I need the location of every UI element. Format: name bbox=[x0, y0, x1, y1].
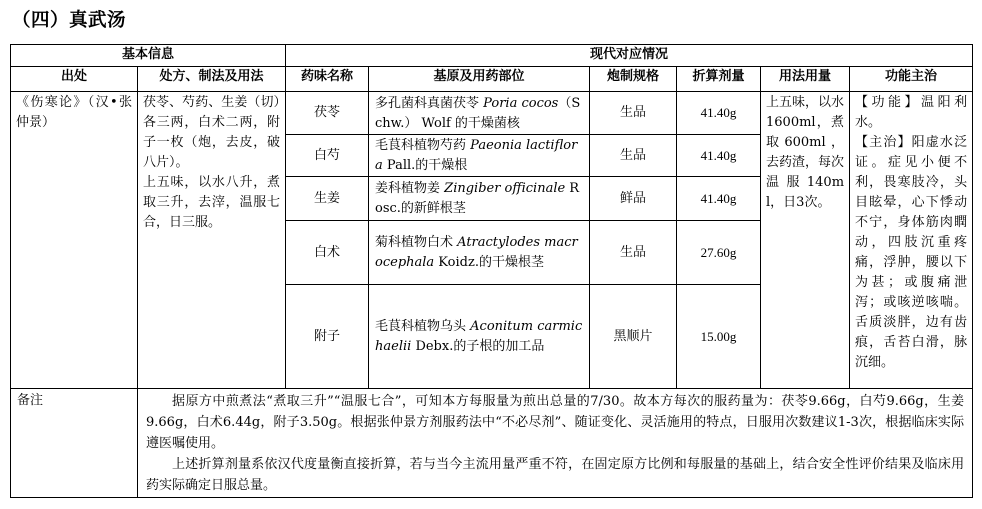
note-paragraph: 据原方中煎煮法“煮取三升”“温服七合”，可知本方每服量为煎出总量的7/30。故本方每次的服药量为：茯苓9.66g，白芍9.66g，生姜9.66g，白术6.44g，附子3.50g。根据张仲景方剂服药法中“不必尽剂”、随证变化、灵活施用的特点，日服用次数建议1-3次，根据临床实际遵医嘱使用。 bbox=[146, 394, 965, 451]
function-text: 【功能】温阳利水。 bbox=[855, 95, 968, 130]
herb-origin: 菊科植物白术 Atractylodes macrocephala Koidz.的干燥根茎 bbox=[369, 221, 590, 285]
herb-processing: 黑顺片 bbox=[590, 285, 677, 389]
indication-text: 【主治】阳虚水泛证。症见小便不利，畏寒肢冷，头目眩晕，心下悸动不宁，身体筋肉瞤动，四肢沉重疼痛，浮肿，腰以下为甚；或腹痛泄泻；或咳逆咳喘。舌质淡胖，边有齿痕，舌苔白滑，脉沉细。 bbox=[855, 135, 968, 370]
section-heading: （四）真武汤 bbox=[12, 10, 127, 31]
herb-processing: 生品 bbox=[590, 92, 677, 135]
note-row bbox=[11, 389, 973, 498]
latin-name: Poria cocos bbox=[483, 95, 559, 111]
herb-dose: 41.40g bbox=[677, 135, 761, 177]
col-header-function: 功能主治 bbox=[850, 67, 973, 92]
herb-name: 生姜 bbox=[286, 177, 369, 221]
latin-name: Zingiber officinale bbox=[444, 181, 566, 196]
function-cell bbox=[850, 92, 973, 389]
herb-name: 白芍 bbox=[286, 135, 369, 177]
col-header-prescription: 处方、制法及用法 bbox=[138, 67, 286, 92]
herb-dose: 41.40g bbox=[677, 177, 761, 221]
col-header-origin: 基原及用药部位 bbox=[369, 67, 590, 92]
latin-name: Aconitum carmichaelii bbox=[375, 319, 583, 354]
latin-name: Atractylodes macrocephala bbox=[375, 235, 578, 270]
herb-processing: 生品 bbox=[590, 135, 677, 177]
herb-dose: 41.40g bbox=[677, 92, 761, 135]
herb-origin: 多孔菌科真菌茯苓 Poria cocos（Schw.） Wolf 的干燥菌核 bbox=[369, 92, 590, 135]
formula-table bbox=[10, 44, 973, 498]
herb-dose: 15.00g bbox=[677, 285, 761, 389]
col-header-dose: 折算剂量 bbox=[677, 67, 761, 92]
prescription-text: 茯苓、芍药、生姜（切）各三两，白术二两，附子一枚（炮，去皮，破八片）。 bbox=[143, 95, 281, 170]
usage-cell: 上五味，以水1600ml，煮取600ml，去药渣，每次温服140ml，日3次。 bbox=[761, 92, 850, 389]
herb-origin: 毛茛科植物芍药 Paeonia lactiflora Pall.的干燥根 bbox=[369, 135, 590, 177]
herb-processing: 鲜品 bbox=[590, 177, 677, 221]
group-header-basic: 基本信息 bbox=[11, 45, 286, 67]
herb-processing: 生品 bbox=[590, 221, 677, 285]
herb-name: 白术 bbox=[286, 221, 369, 285]
col-header-usage: 用法用量 bbox=[761, 67, 850, 92]
herb-name: 附子 bbox=[286, 285, 369, 389]
note-body bbox=[138, 389, 973, 498]
note-paragraph: 上述折算剂量系依汉代度量衡直接折算，若与当今主流用量严重不符，在固定原方比例和每服量的基础上，结合安全性评价结果及临床用药实际确定日服总量。 bbox=[146, 457, 965, 493]
preparation-text: 上五味，以水八升，煮取三升，去滓，温服七合，日三服。 bbox=[143, 175, 281, 230]
prescription-cell bbox=[138, 92, 286, 389]
source-cell: 《伤寒论》（汉•张仲景） bbox=[11, 92, 138, 389]
latin-name: Paeonia lactiflora bbox=[375, 138, 578, 173]
note-label: 备注 bbox=[11, 389, 138, 498]
herb-name: 茯苓 bbox=[286, 92, 369, 135]
herb-origin: 姜科植物姜 Zingiber officinale Rosc.的新鲜根茎 bbox=[369, 177, 590, 221]
col-header-processing: 炮制规格 bbox=[590, 67, 677, 92]
group-header-modern: 现代对应情况 bbox=[286, 45, 973, 67]
herb-origin: 毛茛科植物乌头 Aconitum carmichaelii Debx.的子根的加工品 bbox=[369, 285, 590, 389]
table-row bbox=[11, 92, 973, 135]
col-header-herb-name: 药味名称 bbox=[286, 67, 369, 92]
herb-dose: 27.60g bbox=[677, 221, 761, 285]
col-header-source: 出处 bbox=[11, 67, 138, 92]
